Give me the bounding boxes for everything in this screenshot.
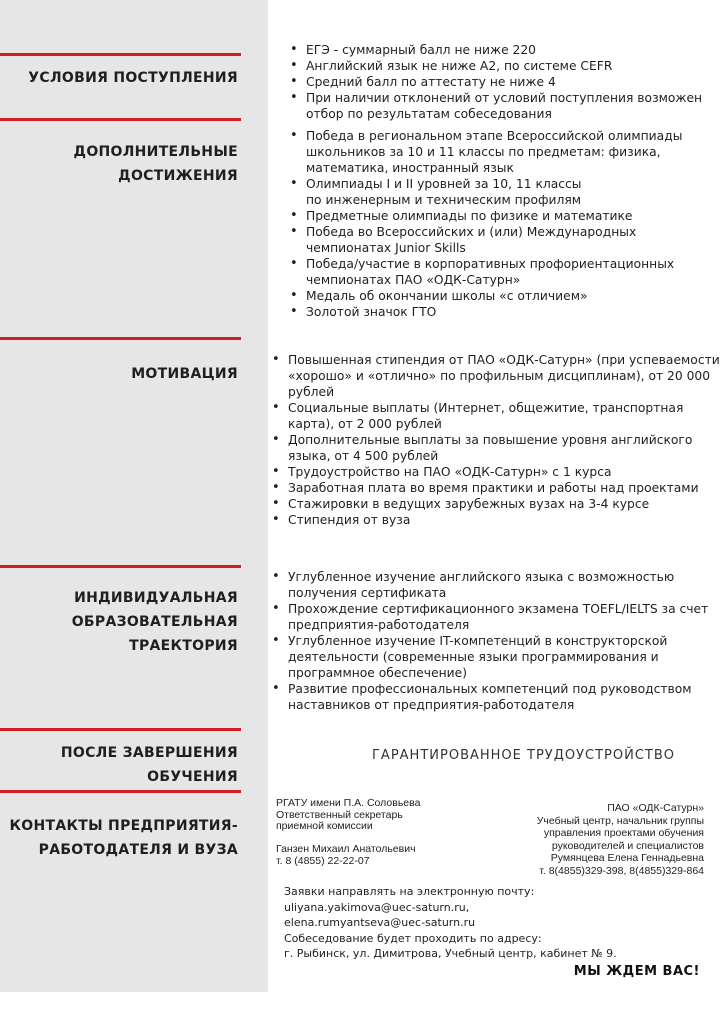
- list-item: • Повышенная стипендия от ПАО «ОДК-Сатурн» (при успеваемости «хорошо» и «отлично» по профильным дисциплинам), от 20 000 рублей: [270, 352, 720, 400]
- apply-line: Собеседование будет проходить по адресу:: [284, 931, 542, 945]
- divider: [0, 118, 241, 121]
- closing-text: МЫ ЖДЕМ ВАС!: [573, 964, 700, 979]
- trajectory-list: [270, 569, 708, 713]
- list-item: • Средний балл по аттестату не ниже 4: [288, 74, 702, 90]
- contact-line: Ответственный секретарь: [276, 808, 403, 821]
- title-line: УСЛОВИЯ ПОСТУПЛЕНИЯ: [28, 70, 238, 86]
- divider: [0, 337, 241, 340]
- list-item: • Прохождение сертификационного экзамена TOEFL/IELTS за счет предприятия-работодателя: [270, 601, 708, 633]
- guaranteed-employment: ГАРАНТИРОВАННОЕ ТРУДОУСТРОЙСТВО: [372, 748, 676, 763]
- contact-line: Ганзен Михаил Анатольевич: [276, 843, 416, 855]
- email-link[interactable]: uliyana.yakimova@uec-saturn.ru,: [284, 900, 470, 914]
- title-line: ИНДИВИДУАЛЬНАЯ: [74, 590, 238, 606]
- contact-line: т. 8 (4855) 22-22-07: [276, 854, 370, 867]
- list-item: • Углубленное изучение IT-компетенций в конструкторской деятельности (современные языки программирования и программное обеспечение): [270, 633, 708, 681]
- list-item: • Золотой значок ГТО: [288, 304, 682, 320]
- list-item: • Дополнительные выплаты за повышение уровня английского языка, от 4 500 рублей: [270, 432, 720, 464]
- list-item: • Английский язык не ниже А2, по системе CEFR: [288, 58, 702, 74]
- list-item: • Медаль об окончании школы «с отличием»: [288, 288, 682, 304]
- list-item: • Социальные выплаты (Интернет, общежитие, транспортная карта), от 2 000 рублей: [270, 400, 720, 432]
- list-item: • Победа/участие в корпоративных профориентационных чемпионатах ПАО «ОДК-Сатурн»: [288, 256, 682, 288]
- company-contact: [537, 802, 704, 877]
- university-contact: [276, 798, 420, 867]
- list-item: • Трудоустройство на ПАО «ОДК-Сатурн» с 1 курса: [270, 464, 720, 480]
- title-line: МОТИВАЦИЯ: [131, 366, 238, 382]
- divider: [0, 53, 241, 56]
- list-item: • Углубленное изучение английского языка с возможностью получения сертификата: [270, 569, 708, 601]
- title-line: КОНТАКТЫ ПРЕДПРИЯТИЯ-: [9, 818, 238, 834]
- list-item: • Развитие профессиональных компетенций под руководством наставников от предприятия-работодателя: [270, 681, 708, 713]
- apply-line: Заявки направлять на электронную почту:: [284, 885, 535, 898]
- section-title-after: [61, 741, 238, 789]
- list-item: • Победа во Всероссийских и (или) Международных чемпионатах Junior Skills: [288, 224, 682, 256]
- section-title-admission: [28, 66, 238, 90]
- title-line: ОБУЧЕНИЯ: [147, 769, 238, 785]
- contact-line: Румянцева Елена Геннадьевна: [550, 852, 704, 864]
- contact-line: ПАО «ОДК-Сатурн»: [607, 802, 704, 814]
- list-item: • ЕГЭ - суммарный балл не ниже 220: [288, 42, 702, 58]
- title-line: ОБРАЗОВАТЕЛЬНАЯ: [71, 614, 238, 630]
- list-item: • Заработная плата во время практики и работы над проектами: [270, 480, 720, 496]
- motivation-list: [270, 352, 720, 528]
- section-title-contacts: [10, 814, 238, 862]
- achievements-list: [288, 128, 682, 320]
- address-line: г. Рыбинск, ул. Димитрова, Учебный центр, кабинет № 9.: [284, 947, 617, 960]
- divider: [0, 790, 241, 793]
- section-title-achievements: [74, 140, 238, 188]
- list-item: • Предметные олимпиады по физике и математике: [288, 208, 682, 224]
- section-title-motivation: [131, 362, 238, 386]
- application-info: [284, 884, 617, 962]
- contact-line: т. 8(4855)329-398, 8(4855)329-864: [539, 864, 704, 877]
- list-item: • При наличии отклонений от условий поступления возможен отбор по результатам собеседования: [288, 90, 702, 122]
- title-line: ДОПОЛНИТЕЛЬНЫЕ: [73, 144, 238, 160]
- title-line: ДОСТИЖЕНИЯ: [118, 168, 238, 184]
- email-link[interactable]: elena.rumyantseva@uec-saturn.ru: [284, 916, 476, 929]
- title-line: ТРАЕКТОРИЯ: [129, 638, 238, 654]
- section-title-trajectory: [72, 586, 238, 658]
- list-item: • Стипендия от вуза: [270, 512, 720, 528]
- title-line: ПОСЛЕ ЗАВЕРШЕНИЯ: [60, 745, 238, 761]
- list-item: • Победа в региональном этапе Всероссийской олимпиады школьников за 10 и 11 классы по предметам: физика, математика, иностранный язык: [288, 128, 682, 176]
- list-item: • Стажировки в ведущих зарубежных вузах на 3-4 курсе: [270, 496, 720, 512]
- contact-line: приемной комиссии: [276, 820, 373, 832]
- admission-list: [288, 42, 702, 122]
- divider: [0, 728, 241, 731]
- contact-line: управления проектами обучения: [543, 827, 704, 839]
- contact-line: Учебный центр, начальник группы: [536, 814, 704, 827]
- divider: [0, 565, 241, 568]
- list-item: • Олимпиады I и II уровней за 10, 11 классы по инженерным и техническим профилям: [288, 176, 682, 208]
- contact-line: РГАТУ имени П.А. Соловьева: [276, 797, 421, 809]
- contact-line: руководителей и специалистов: [551, 839, 704, 852]
- title-line: РАБОТОДАТЕЛЯ И ВУЗА: [38, 842, 238, 858]
